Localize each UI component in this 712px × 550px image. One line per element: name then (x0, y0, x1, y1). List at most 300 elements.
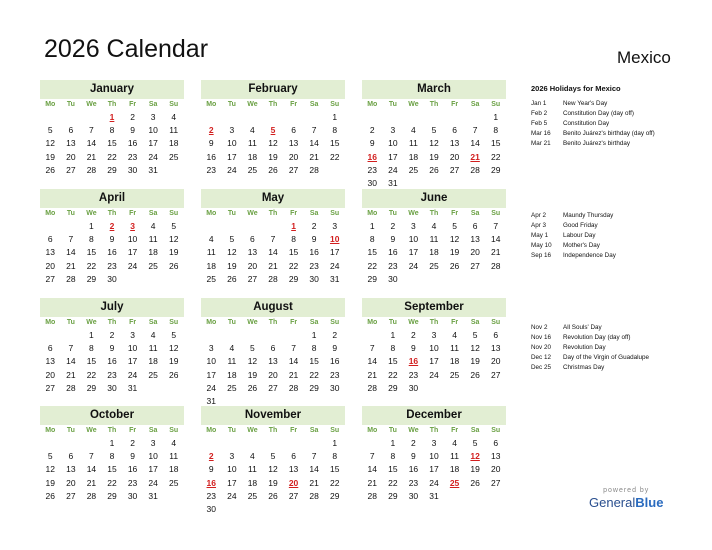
weekday-label: Mo (45, 210, 56, 217)
day-cell: 4 (431, 221, 437, 231)
day-cell: 3 (150, 112, 156, 122)
day-cell: 8 (109, 451, 115, 462)
weekday-label: Su (330, 319, 340, 326)
holiday-name: Good Friday (563, 222, 598, 229)
day-cell: 9 (369, 138, 375, 149)
day-cell: 26 (470, 477, 480, 488)
month-3 (40, 189, 184, 286)
day-cell: 25 (247, 164, 258, 175)
weekday-label: Su (491, 319, 501, 326)
weekday-label: Tu (388, 427, 397, 434)
weekday-label: Tu (388, 210, 397, 217)
holiday-item (531, 333, 649, 343)
day-cell: 19 (268, 477, 278, 488)
day-cell: 9 (109, 343, 115, 354)
day-cell: 8 (89, 234, 94, 245)
holiday-item (531, 353, 649, 363)
month-name: November (201, 406, 345, 425)
weekday-label: Tu (227, 319, 236, 326)
day-cell: 21 (86, 151, 97, 162)
day-cell: 19 (268, 151, 278, 162)
day-cell: 11 (169, 451, 179, 462)
day-cell: 12 (268, 464, 278, 475)
holiday-day-cell: 21 (470, 151, 480, 162)
day-cell: 28 (66, 382, 76, 393)
day-cell: 27 (490, 369, 501, 380)
day-cell: 2 (311, 221, 317, 231)
day-cell: 19 (429, 151, 439, 162)
day-cell: 1 (390, 438, 396, 448)
weekday-label: Fr (129, 101, 137, 108)
day-cell: 23 (107, 369, 117, 380)
day-cell: 8 (390, 451, 396, 462)
day-cell: 11 (227, 356, 237, 367)
empty-cell (201, 437, 222, 450)
brand-name-b: Blue (635, 495, 664, 510)
holiday-item (531, 99, 655, 109)
empty-cell (201, 329, 222, 342)
day-cell: 21 (367, 477, 378, 488)
empty-cell (383, 111, 404, 124)
holiday-item (531, 251, 616, 261)
day-cell: 24 (227, 490, 237, 501)
day-cell: 15 (107, 464, 117, 475)
day-cell: 11 (409, 138, 418, 149)
day-cell: 29 (329, 490, 340, 501)
day-cell: 7 (311, 125, 317, 136)
weekday-label: Su (169, 319, 179, 326)
day-cell: 12 (45, 138, 56, 149)
day-cell: 17 (127, 356, 138, 367)
day-cell: 21 (309, 151, 319, 162)
empty-cell (263, 329, 284, 342)
holiday-name: Constitution Day (563, 120, 610, 127)
day-cell: 7 (493, 221, 499, 231)
day-cell: 3 (332, 221, 338, 231)
day-cell: 6 (47, 343, 53, 354)
weekday-label: Fr (290, 101, 298, 108)
weekday-label: Fr (290, 210, 298, 217)
month-name: September (362, 298, 506, 317)
day-cell: 19 (45, 151, 56, 162)
weekday-label: Fr (451, 101, 459, 108)
day-cell: 10 (206, 356, 217, 367)
day-cell: 17 (127, 247, 138, 258)
day-cell: 6 (68, 451, 74, 462)
weekday-label: Fr (451, 210, 459, 217)
month-days-grid (40, 99, 184, 177)
weekday-label: We (86, 101, 97, 108)
day-cell: 20 (288, 151, 299, 162)
day-cell: 2 (411, 330, 416, 340)
day-cell: 27 (45, 273, 56, 284)
day-cell: 30 (408, 490, 419, 501)
day-cell: 18 (206, 260, 217, 271)
day-cell: 18 (227, 369, 237, 380)
holiday-date: Feb 2 (531, 110, 548, 117)
day-cell: 20 (268, 369, 278, 380)
day-cell: 18 (408, 151, 419, 162)
holiday-name: Revolution Day (563, 344, 606, 351)
day-cell: 28 (309, 164, 319, 175)
day-cell: 13 (490, 343, 501, 354)
day-cell: 30 (107, 273, 117, 284)
month-11 (362, 406, 506, 503)
month-1 (201, 80, 345, 177)
day-cell: 22 (86, 260, 97, 271)
weekday-label: Su (491, 210, 501, 217)
month-name: July (40, 298, 184, 317)
day-cell: 19 (45, 477, 56, 488)
day-cell: 31 (148, 490, 158, 501)
day-cell: 19 (470, 464, 480, 475)
day-cell: 7 (89, 125, 94, 136)
day-cell: 15 (329, 464, 340, 475)
day-cell: 30 (329, 382, 340, 393)
empty-cell (362, 111, 383, 124)
day-cell: 15 (329, 138, 340, 149)
weekday-label: Su (330, 210, 340, 217)
weekday-label: Su (169, 210, 179, 217)
month-8 (362, 298, 506, 395)
day-cell: 1 (332, 438, 338, 448)
day-cell: 20 (449, 151, 460, 162)
day-cell: 21 (268, 260, 278, 271)
day-cell: 28 (86, 164, 97, 175)
weekday-label: Fr (451, 427, 459, 434)
day-cell: 28 (490, 260, 501, 271)
empty-cell (403, 111, 424, 124)
day-cell: 3 (411, 221, 416, 231)
day-cell: 29 (107, 164, 117, 175)
day-cell: 9 (130, 451, 135, 462)
month-days-grid (362, 317, 506, 395)
weekday-label: We (408, 319, 419, 326)
empty-cell (61, 329, 82, 342)
weekday-label: Th (107, 319, 117, 326)
day-cell: 2 (332, 330, 338, 340)
day-cell: 18 (168, 138, 179, 149)
day-cell: 31 (148, 164, 158, 175)
day-cell: 2 (411, 438, 416, 448)
weekday-label: Tu (66, 427, 75, 434)
weekday-label: Fr (290, 319, 298, 326)
day-cell: 7 (369, 343, 375, 354)
empty-cell (263, 437, 284, 450)
day-cell: 18 (148, 247, 158, 258)
day-cell: 25 (168, 477, 179, 488)
weekday-label: Th (429, 427, 439, 434)
day-cell: 26 (247, 382, 258, 393)
day-cell: 6 (493, 438, 499, 448)
day-cell: 23 (206, 164, 217, 175)
day-cell: 8 (311, 343, 317, 354)
day-cell: 25 (168, 151, 179, 162)
day-cell: 13 (288, 138, 299, 149)
weekday-label: Su (330, 101, 340, 108)
day-cell: 27 (449, 164, 460, 175)
holiday-name: Revolution Day (day off) (563, 334, 631, 341)
day-cell: 22 (329, 151, 340, 162)
day-cell: 8 (369, 234, 375, 245)
day-cell: 13 (247, 247, 258, 258)
day-cell: 7 (68, 343, 74, 354)
weekday-label: Mo (206, 427, 217, 434)
day-cell: 15 (288, 247, 299, 258)
empty-cell (444, 111, 465, 124)
day-cell: 26 (268, 164, 278, 175)
empty-cell (242, 437, 263, 450)
holiday-date: Jan 1 (531, 100, 547, 107)
day-cell: 14 (309, 138, 319, 149)
day-cell: 27 (490, 477, 501, 488)
day-cell: 29 (367, 273, 378, 284)
day-cell: 6 (472, 221, 478, 231)
day-cell: 19 (247, 369, 258, 380)
day-cell: 20 (247, 260, 258, 271)
day-cell: 13 (66, 138, 76, 149)
day-cell: 14 (490, 234, 501, 245)
day-cell: 19 (168, 247, 179, 258)
weekday-label: Tu (227, 101, 236, 108)
day-cell: 9 (311, 234, 317, 245)
empty-cell (242, 329, 263, 342)
day-cell: 26 (45, 164, 56, 175)
day-cell: 22 (329, 477, 340, 488)
brand-logo[interactable] (589, 487, 663, 510)
day-cell: 13 (449, 138, 460, 149)
day-cell: 22 (388, 477, 398, 488)
day-cell: 18 (148, 356, 158, 367)
day-cell: 17 (429, 464, 439, 475)
day-cell: 17 (408, 247, 419, 258)
day-cell: 15 (86, 247, 97, 258)
day-cell: 24 (127, 369, 138, 380)
day-cell: 2 (130, 112, 135, 122)
month-name: January (40, 80, 184, 99)
day-cell: 7 (472, 125, 478, 136)
empty-cell (201, 220, 222, 233)
day-cell: 13 (66, 464, 76, 475)
day-cell: 4 (250, 451, 255, 462)
weekday-label: Th (107, 427, 117, 434)
holiday-date: Dec 25 (531, 364, 551, 371)
day-cell: 5 (431, 125, 437, 136)
weekday-label: Sa (309, 101, 319, 108)
day-cell: 1 (369, 221, 375, 231)
day-cell: 3 (229, 451, 235, 462)
month-days-grid (201, 208, 345, 286)
day-cell: 17 (206, 369, 217, 380)
day-cell: 12 (227, 247, 237, 258)
weekday-label: Th (107, 210, 117, 217)
holiday-name: Mother's Day (563, 242, 600, 249)
day-cell: 27 (268, 382, 278, 393)
day-cell: 16 (408, 464, 419, 475)
day-cell: 6 (68, 125, 74, 136)
day-cell: 18 (168, 464, 179, 475)
brand-name (589, 495, 663, 510)
day-cell: 19 (449, 247, 460, 258)
day-cell: 24 (127, 260, 138, 271)
empty-cell (222, 329, 243, 342)
day-cell: 4 (150, 330, 156, 340)
weekday-label: Su (330, 427, 340, 434)
day-cell: 21 (309, 477, 319, 488)
weekday-label: Su (169, 101, 179, 108)
day-cell: 4 (150, 221, 156, 231)
day-cell: 7 (311, 451, 317, 462)
empty-cell (40, 220, 61, 233)
day-cell: 27 (66, 164, 76, 175)
day-cell: 14 (470, 138, 480, 149)
day-cell: 30 (127, 490, 138, 501)
day-cell: 3 (150, 438, 156, 448)
day-cell: 2 (130, 438, 135, 448)
day-cell: 8 (89, 343, 94, 354)
day-cell: 9 (208, 138, 214, 149)
day-cell: 30 (127, 164, 138, 175)
day-cell: 7 (270, 234, 276, 245)
day-cell: 23 (309, 260, 319, 271)
month-name: April (40, 189, 184, 208)
day-cell: 28 (470, 164, 480, 175)
holiday-name: Benito Juárez's birthday (day off) (563, 130, 655, 137)
weekday-label: Mo (206, 101, 217, 108)
holiday-item (531, 323, 649, 333)
holiday-group (531, 211, 616, 261)
day-cell: 12 (449, 234, 460, 245)
empty-cell (222, 220, 243, 233)
day-cell: 24 (148, 477, 158, 488)
weekday-label: We (408, 101, 419, 108)
day-cell: 16 (329, 356, 340, 367)
day-cell: 14 (367, 464, 378, 475)
day-cell: 24 (206, 382, 217, 393)
day-cell: 10 (227, 464, 237, 475)
day-cell: 10 (429, 451, 439, 462)
day-cell: 26 (449, 260, 460, 271)
weekday-label: Fr (129, 427, 137, 434)
weekday-label: Sa (148, 101, 158, 108)
day-cell: 10 (388, 138, 398, 149)
day-cell: 20 (45, 260, 56, 271)
month-name: February (201, 80, 345, 99)
day-cell: 12 (247, 356, 258, 367)
day-cell: 2 (109, 330, 115, 340)
day-cell: 2 (369, 125, 375, 136)
day-cell: 8 (390, 343, 396, 354)
day-cell: 31 (329, 273, 340, 284)
day-cell: 5 (47, 125, 53, 136)
day-cell: 4 (411, 125, 416, 136)
holiday-item (531, 363, 649, 373)
day-cell: 16 (127, 464, 138, 475)
holiday-day-cell: 2 (208, 451, 214, 462)
holiday-day-cell: 12 (470, 451, 480, 462)
holiday-name: Day of the Virgin of Guadalupe (563, 354, 649, 361)
day-cell: 10 (227, 138, 237, 149)
day-cell: 13 (45, 247, 56, 258)
day-cell: 12 (470, 343, 480, 354)
holiday-date: Feb 5 (531, 120, 548, 127)
day-cell: 11 (450, 343, 459, 354)
day-cell: 6 (47, 234, 53, 245)
weekday-label: Th (107, 101, 117, 108)
day-cell: 31 (388, 177, 398, 188)
holiday-day-cell: 3 (130, 221, 135, 231)
day-cell: 23 (127, 151, 138, 162)
day-cell: 14 (66, 356, 76, 367)
day-cell: 8 (291, 234, 296, 245)
day-cell: 11 (206, 247, 216, 258)
page-title: 2026 Calendar (44, 35, 209, 63)
day-cell: 28 (86, 490, 97, 501)
day-cell: 26 (470, 369, 480, 380)
day-cell: 21 (66, 369, 76, 380)
day-cell: 18 (449, 356, 460, 367)
holiday-day-cell: 20 (288, 477, 299, 488)
day-cell: 22 (367, 260, 378, 271)
day-cell: 17 (148, 138, 158, 149)
day-cell: 30 (388, 273, 398, 284)
empty-cell (263, 111, 284, 124)
day-cell: 10 (429, 343, 439, 354)
empty-cell (304, 111, 325, 124)
weekday-label: We (247, 427, 258, 434)
day-cell: 24 (429, 477, 439, 488)
day-cell: 30 (206, 503, 217, 514)
day-cell: 4 (171, 438, 177, 448)
holiday-item (531, 231, 616, 241)
day-cell: 29 (288, 273, 299, 284)
day-cell: 31 (127, 382, 138, 393)
weekday-label: Mo (367, 427, 378, 434)
weekday-label: We (408, 427, 419, 434)
holiday-day-cell: 1 (291, 221, 296, 231)
day-cell: 7 (89, 451, 94, 462)
day-cell: 14 (86, 138, 97, 149)
day-cell: 7 (291, 343, 296, 354)
day-cell: 5 (47, 451, 53, 462)
day-cell: 5 (472, 330, 478, 340)
day-cell: 23 (206, 490, 217, 501)
holiday-item (531, 343, 649, 353)
day-cell: 24 (429, 369, 439, 380)
day-cell: 4 (171, 112, 177, 122)
day-cell: 28 (367, 382, 378, 393)
weekday-label: Mo (367, 319, 378, 326)
day-cell: 15 (388, 464, 398, 475)
day-cell: 9 (332, 343, 338, 354)
day-cell: 23 (329, 369, 340, 380)
weekday-label: Tu (227, 210, 236, 217)
holiday-day-cell: 2 (208, 125, 214, 136)
day-cell: 4 (452, 330, 457, 340)
day-cell: 29 (388, 490, 398, 501)
month-name: December (362, 406, 506, 425)
day-cell: 21 (490, 247, 501, 258)
day-cell: 12 (45, 464, 56, 475)
day-cell: 3 (229, 125, 235, 136)
empty-cell (201, 111, 222, 124)
holiday-group (531, 323, 649, 373)
month-10 (201, 406, 345, 516)
day-cell: 16 (107, 247, 117, 258)
day-cell: 21 (86, 477, 97, 488)
holiday-item (531, 119, 655, 129)
month-days-grid (362, 99, 506, 190)
